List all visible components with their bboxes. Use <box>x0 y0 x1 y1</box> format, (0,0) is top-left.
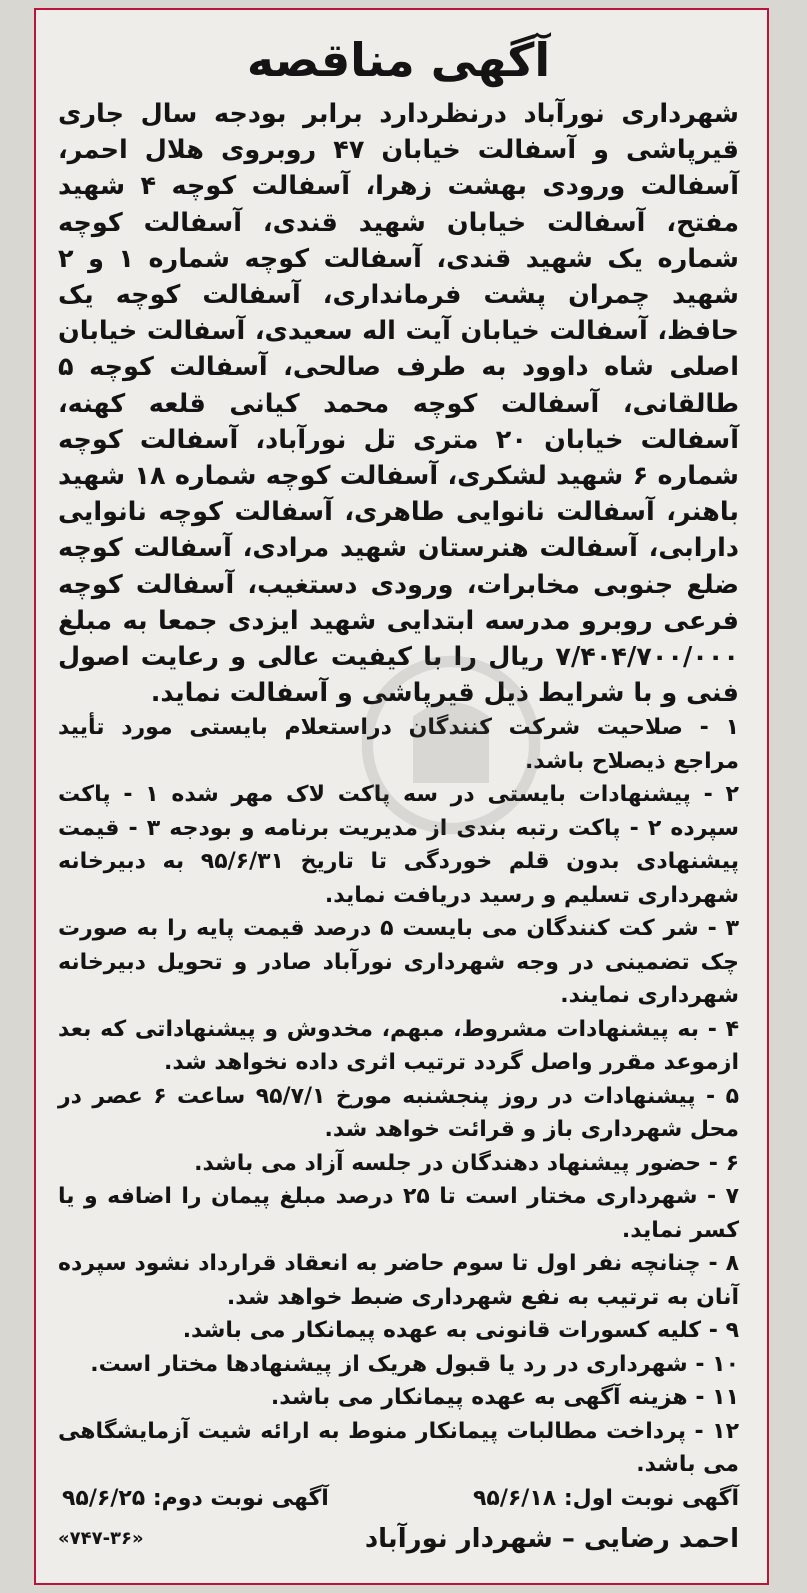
notice-body: شهرداری نورآباد درنظردارد برابر بودجه سال جاری قیرپاشی و آسفالت خیابان ۴۷ روبروی هلال احمر، آسفالت ورودی بهشت زهرا، آسفالت کوچه ۴ شهید مفتح، آسفالت خیابان شهید قندی، آسفالت کوچه شماره یک شهید قندی، آسفالت کوچه شماره ۱ و ۲ شهید چمران پشت فرمانداری، آسفالت کوچه یک حافظ، آسفالت خیابان آیت اله سعیدی، آسفالت خیابان اصلی شاه داوود به طرف صالحی، آسفالت کوچه ۵ طالقانی، آسفالت کوچه محمد کیانی قلعه کهنه، آسفالت خیابان ۲۰ متری تل نورآباد، آسفالت کوچه شماره ۶ شهید لشکری، آسفالت کوچه شماره ۱۸ شهید باهنر، آسفالت نانوایی طاهری، آسفالت کوچه نانوایی دارابی، آسفالت هنرستان شهید مرادی، آسفالت کوچه ضلع جنوبی مخابرات، ورودی دستغیب، آسفالت کوچه فرعی روبرو مدرسه ابتدایی شهید ایزدی جمعا به مبلغ ۷/۴۰۴/۷۰۰/۰۰۰ ریال را با کیفیت عالی و رعایت اصول فنی و با شرایط ذیل قیرپاشی و آسفالت نماید. <box>58 99 739 709</box>
condition-item: ۲ - پیشنهادات بایستی در سه پاکت لاک مهر شده ۱ - پاکت سپرده ۲ - پاکت رتبه بندی از مدیریت برنامه و بودجه ۳ - قیمت پیشنهادی بدون قلم خوردگی تا تاریخ ۹۵/۶/۳۱ به دبیرخانه شهرداری تسلیم و رسید دریافت نماید. <box>58 782 740 908</box>
condition-item: ۳ - شر کت کنندگان می بایست ۵ درصد قیمت پایه را به صورت چک تضمینی در وجه شهرداری نورآباد صادر و تحویل دبیرخانه شهرداری نمایند. <box>58 916 740 1009</box>
condition-item: ۷ - شهرداری مختار است تا ۲۵ درصد مبلغ پیمان را اضافه و یا کسر نماید. <box>58 1184 739 1243</box>
condition-item: ۱۱ - هزینه آگهی به عهده پیمانکار می باشد. <box>270 1385 739 1411</box>
condition-item: ۵ - پیشنهادات در روز پنجشنبه مورخ ۹۵/۷/۱ ساعت ۶ عصر در محل شهرداری باز و قرائت خواهد شد. <box>58 1083 740 1143</box>
condition-item: ۴ - به پیشنهادات مشروط، مبهم، مخدوش و پیشنهاداتی که بعد ازموعد مقرر واصل گردد ترتیب اثری داده نخواهد شد. <box>58 1016 739 1076</box>
condition-item: ۱۰ - شهرداری در رد یا قبول هریک از پیشنهادها مختار است. <box>90 1351 739 1377</box>
tender-notice <box>34 8 769 1585</box>
condition-item: ۱۲ - پرداخت مطالبات پیمانکار منوط به ارائه شیت آزمایشگاهی می باشد. <box>58 1418 739 1478</box>
signature: احمد رضایی – شهردار نورآباد <box>364 1523 739 1554</box>
condition-item: ۸ - چنانچه نفر اول تا سوم حاضر به انعقاد قرارداد نشود سپرده آنان به ترتیب به نفع شهرداری ضبط خواهد شد. <box>58 1251 739 1310</box>
notice-footer <box>58 1520 739 1558</box>
conditions-list <box>58 711 739 1482</box>
condition-item: ۹ - کلیه کسورات قانونی به عهده پیمانکار می باشد. <box>182 1318 739 1344</box>
condition-item: ۶ - حضور پیشنهاد دهندگان در جلسه آزاد می باشد. <box>194 1150 739 1176</box>
condition-item: ۱ - صلاحیت شرکت کنندگان دراستعلام بایستی مورد تأیید مراجع ذیصلاح باشد. <box>58 715 739 774</box>
publication-dates <box>58 1482 739 1516</box>
notice-code: «۷۴۷-۳۶» <box>58 1528 144 1550</box>
second-publication-date: آگهی نوبت دوم: ۹۵/۶/۲۵ <box>62 1485 329 1511</box>
first-publication-date: آگهی نوبت اول: ۹۵/۶/۱۸ <box>472 1485 739 1511</box>
notice-title: آگهی مناقصه <box>246 33 551 87</box>
